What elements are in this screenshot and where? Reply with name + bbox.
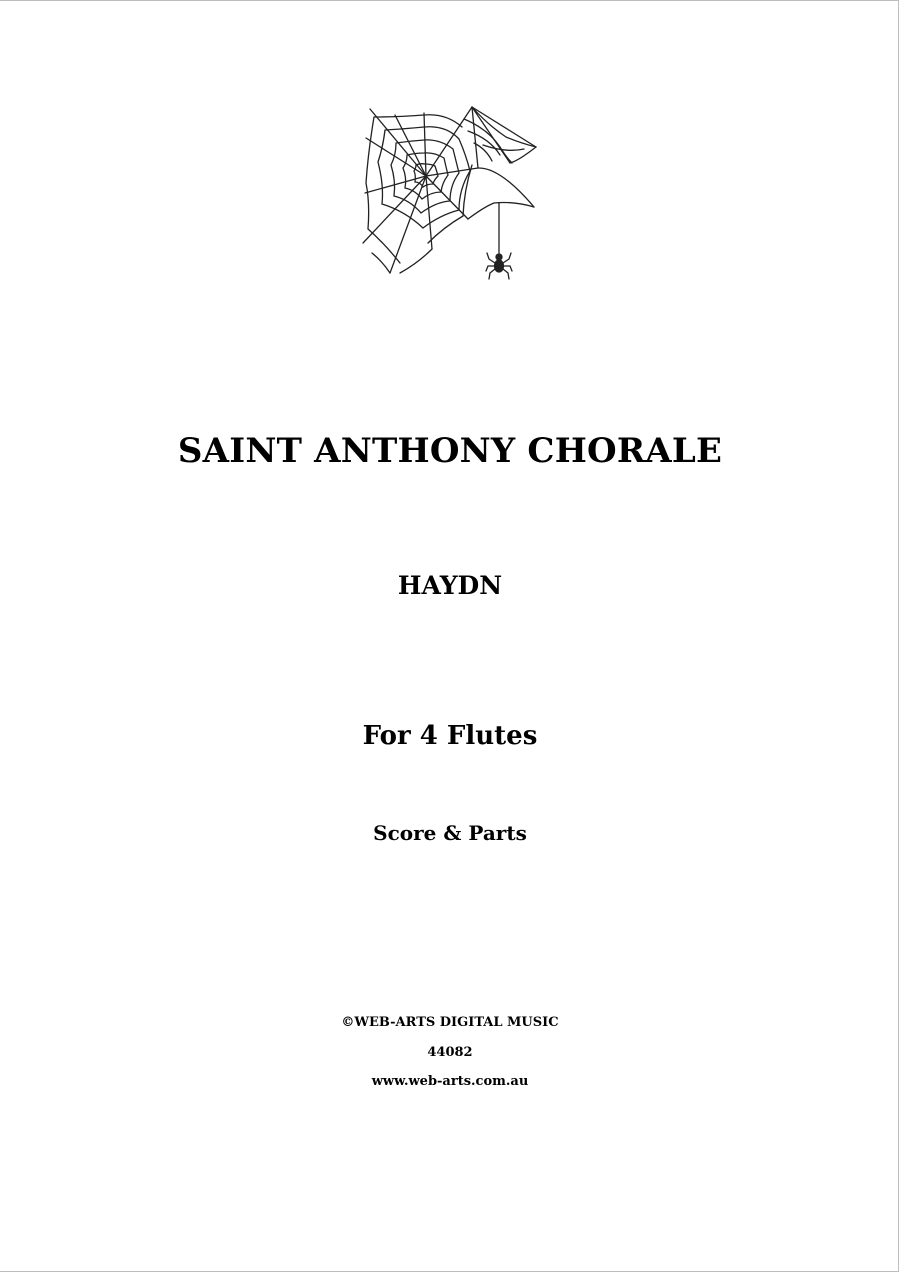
publisher-website: www.web-arts.com.au (371, 1074, 529, 1089)
instrumentation: For 4 Flutes (362, 721, 538, 751)
catalog-number: 44082 (427, 1045, 473, 1060)
spider-icon (486, 203, 512, 279)
composer-name: HAYDN (397, 571, 503, 600)
spider-web-icon (360, 103, 540, 285)
web-right-section (460, 107, 536, 219)
score-title: SAINT ANTHONY CHORALE (177, 431, 723, 471)
publisher-copyright: ©WEB-ARTS DIGITAL MUSIC (341, 1015, 559, 1030)
edition-type: Score & Parts (373, 821, 527, 845)
